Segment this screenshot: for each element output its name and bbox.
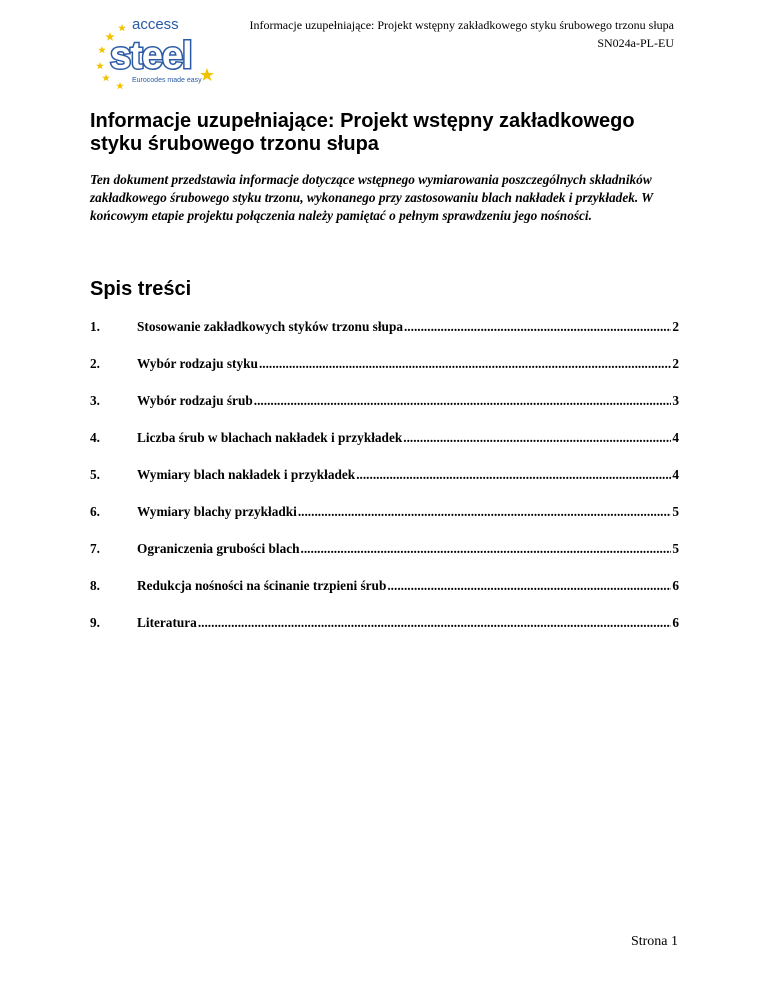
toc-entry-page: 3: [672, 393, 679, 408]
toc-entry-title: Ograniczenia grubości blach: [137, 541, 300, 556]
abstract-paragraph: Ten dokument przedstawia informacje dotyczące wstępnego wymiarowania poszczególnych składników zakładkowego śrubowego styku trzonu, wykonanego przy zastosowaniu blach nakładek i przykładek. W końcowym etapie projektu połączenia należy pamiętać o pełnym sprawdzeniu jego nośności.: [90, 172, 653, 223]
toc-entry-title: Stosowanie zakładkowych styków trzonu słupa: [137, 319, 403, 334]
page-number: Strona 1: [630, 934, 678, 949]
toc-entry-title: Wybór rodzaju styku: [137, 356, 258, 371]
toc-dot-leader: [404, 318, 671, 336]
document-title-line-2: styku śrubowego trzonu słupa: [90, 133, 379, 155]
toc-entry[interactable]: [90, 392, 679, 410]
logo-steel-text: steel: [110, 35, 192, 77]
document-title: [90, 110, 680, 156]
toc-entry[interactable]: [90, 355, 679, 373]
toc-entry-title: Wymiary blach nakładek i przykładek: [137, 467, 356, 482]
toc-heading: Spis treści: [90, 278, 192, 300]
toc-entry-page: 6: [672, 615, 679, 630]
toc-entry[interactable]: [90, 503, 679, 521]
toc-dot-leader: [403, 429, 671, 447]
toc-entry-number: 5.: [90, 467, 100, 482]
toc-entry[interactable]: [90, 318, 679, 336]
toc-entry-title: Liczba śrub w blachach nakładek i przykładek: [137, 430, 403, 445]
toc-dot-leader: [298, 503, 672, 521]
toc-entry-number: 2.: [90, 356, 100, 371]
toc-entry-page: 6: [672, 578, 679, 593]
toc-entry-title: Literatura: [137, 615, 197, 630]
toc-entry[interactable]: [90, 466, 679, 484]
logo-tagline: Eurocodes made easy: [132, 77, 202, 84]
toc-entry-page: 2: [672, 356, 679, 371]
toc-dot-leader: [387, 577, 671, 595]
toc-entry-page: 2: [672, 319, 679, 334]
toc-entry-number: 3.: [90, 393, 100, 408]
toc-entry-page: 4: [672, 467, 679, 482]
toc-entry-number: 6.: [90, 504, 100, 519]
toc-dot-leader: [259, 355, 671, 373]
toc-dot-leader: [301, 540, 672, 558]
logo-access-text: access: [132, 16, 179, 33]
toc-entry-page: 5: [672, 541, 679, 556]
toc-entry[interactable]: [90, 577, 679, 595]
toc-entry-number: 1.: [90, 319, 100, 334]
toc-entry[interactable]: [90, 614, 679, 632]
toc-entry-page: 4: [672, 430, 679, 445]
toc-entry-number: 8.: [90, 578, 100, 593]
toc-entry-number: 9.: [90, 615, 100, 630]
toc-entry-title: Redukcja nośności na ścinanie trzpieni śrub: [137, 578, 387, 593]
toc-entry[interactable]: [90, 429, 679, 447]
toc-entry-number: 7.: [90, 541, 100, 556]
toc-entry-number: 4.: [90, 430, 100, 445]
toc-dot-leader: [254, 392, 672, 410]
header-document-title: Informacje uzupełniające: Projekt wstępny zakładkowego styku śrubowego trzonu słupa: [249, 18, 674, 32]
toc-entry-title: Wybór rodzaju śrub: [137, 393, 253, 408]
running-header: [154, 16, 674, 52]
toc-entry-title: Wymiary blachy przykładki: [137, 504, 297, 519]
header-document-code: SN024a-PL-EU: [597, 36, 674, 50]
toc-dot-leader: [198, 614, 672, 632]
toc-dot-leader: [356, 466, 671, 484]
toc-entry-page: 5: [672, 504, 679, 519]
document-title-line-1: Informacje uzupełniające: Projekt wstępny zakładkowego: [90, 110, 635, 132]
toc-entry[interactable]: [90, 540, 679, 558]
